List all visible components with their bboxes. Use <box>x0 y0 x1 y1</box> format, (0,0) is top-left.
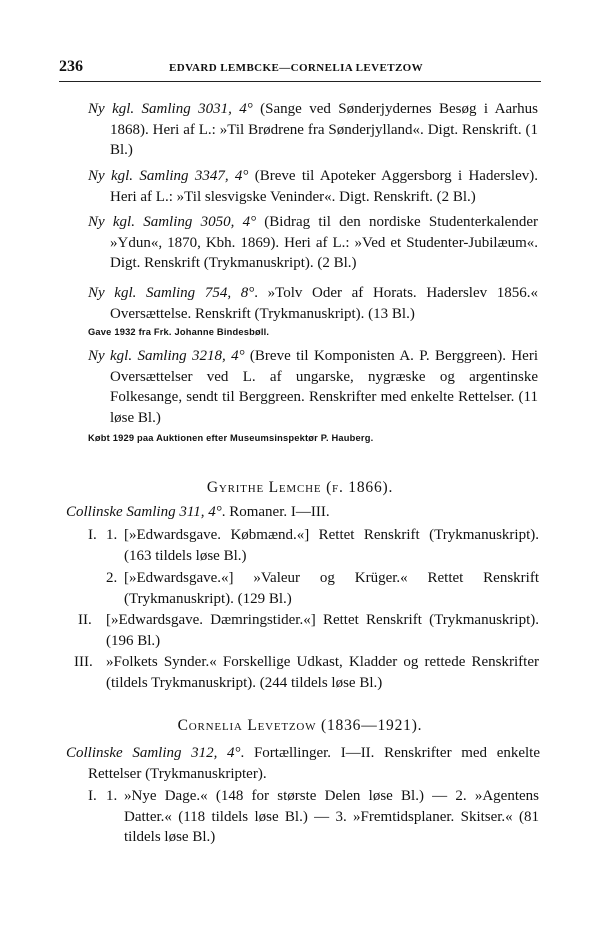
item-text-content: »Nye Dage.« (148 for største Delen løse Bl.) — 2. »Agentens Datter.« (118 tildels løse Bl.) — 3. »Fremtidsplaner. Skitser.« (81 tildels løse Bl.) <box>124 788 539 846</box>
roman-numeral: II. <box>78 612 92 628</box>
entry-text: . »Tolv Oder af Horats. Haderslev 1856.« Oversættelse. Renskrift (Trykmanuskript). (13 Bl.) <box>110 285 539 322</box>
entry-3031 <box>88 99 538 161</box>
collection-ref: Collinske Samling 312, 4° <box>66 745 241 761</box>
item-text <box>124 786 539 848</box>
entry-note: Gave 1932 fra Frk. Johanne Bindesbøll. <box>88 327 270 337</box>
running-head: EDVARD LEMBCKE—CORNELIA LEVETZOW <box>169 62 424 74</box>
section-heading-levetzow: Cornelia Levetzow (1836—1921). <box>177 717 423 734</box>
item-text-content: [»Edwardsgave. Dæmringstider.«] Rettet Renskrift (Trykmanuskript). (196 Bl.) <box>106 612 539 649</box>
header-rule <box>59 81 541 82</box>
entry-3347 <box>88 166 538 207</box>
collection-ref: Collinske Samling 311, 4° <box>66 504 222 520</box>
item-number: 1. <box>106 788 118 804</box>
entry-ref: Ny kgl. Samling 3050, 4° <box>88 214 257 230</box>
item-text <box>124 568 539 609</box>
roman-numeral: III. <box>74 654 93 670</box>
page-header <box>59 58 541 78</box>
item-text-content: [»Edwardsgave.«] »Valeur og Krüger.« Rettet Renskrift (Trykmanuskript). (129 Bl.) <box>124 570 539 607</box>
roman-numeral: I. <box>88 527 97 543</box>
item-number: 2. <box>106 570 118 586</box>
section-heading-lemche: Gyrithe Lemche (f. 1866). <box>206 479 394 496</box>
item-text <box>124 525 539 566</box>
entry-ref: Ny kgl. Samling 3031, 4° <box>88 101 253 117</box>
item-text <box>106 610 539 651</box>
entry-3050 <box>88 212 538 274</box>
collection-311 <box>66 502 540 523</box>
collection-text: . Fortællinger. I—II. Renskrifter med enkelte Rettelser (Trykmanuskripter). <box>88 745 541 782</box>
entry-text: (Bidrag til den nordiske Studenterkalender »Ydun«, 1870, Kbh. 1869). Heri af L.: »Ved et Studenter-Jubilæum«. Digt. Renskrift (Trykmanuskript). (2 Bl.) <box>110 214 538 272</box>
collection-text: . Romaner. I—III. <box>221 504 330 520</box>
item-text-content: »Folkets Synder.« Forskellige Udkast, Kladder og rettede Renskrifter (tildels Trykmanuskript). (244 tildels løse Bl.) <box>106 654 539 691</box>
collection-312 <box>66 743 540 784</box>
entry-text: (Sange ved Sønderjydernes Besøg i Aarhus 1868). Heri af L.: »Til Brødrene fra Sønderjylland«. Digt. Renskrift. (1 Bl.) <box>110 101 538 159</box>
entry-text: (Breve til Komponisten A. P. Berggreen). Heri Oversættelser ved L. af ungarske, nygræske og argentinske Folkesange, sendt til Berggreen. Renskrifter med enkelte Rettelser. (11 løse Bl.) <box>110 348 538 426</box>
item-text <box>106 652 539 693</box>
page-number: 236 <box>59 58 83 75</box>
entry-text: (Breve til Apoteker Aggersborg i Haderslev). Heri af L.: »Til slesvigske Veninder«. Digt. Renskrift. (2 Bl.) <box>110 168 539 205</box>
entry-754 <box>88 283 538 324</box>
item-number: 1. <box>106 527 118 543</box>
entry-ref: Ny kgl. Samling 754, 8° <box>88 285 255 301</box>
entry-note: Købt 1929 paa Auktionen efter Museumsinspektør P. Hauberg. <box>88 433 374 443</box>
entry-ref: Ny kgl. Samling 3347, 4° <box>88 168 249 184</box>
roman-numeral: I. <box>88 788 97 804</box>
entry-ref: Ny kgl. Samling 3218, 4° <box>88 348 245 364</box>
item-text-content: [»Edwardsgave. Købmænd.«] Rettet Renskrift (Trykmanuskript). (163 tildels løse Bl.) <box>124 527 539 564</box>
entry-3218 <box>88 346 538 428</box>
